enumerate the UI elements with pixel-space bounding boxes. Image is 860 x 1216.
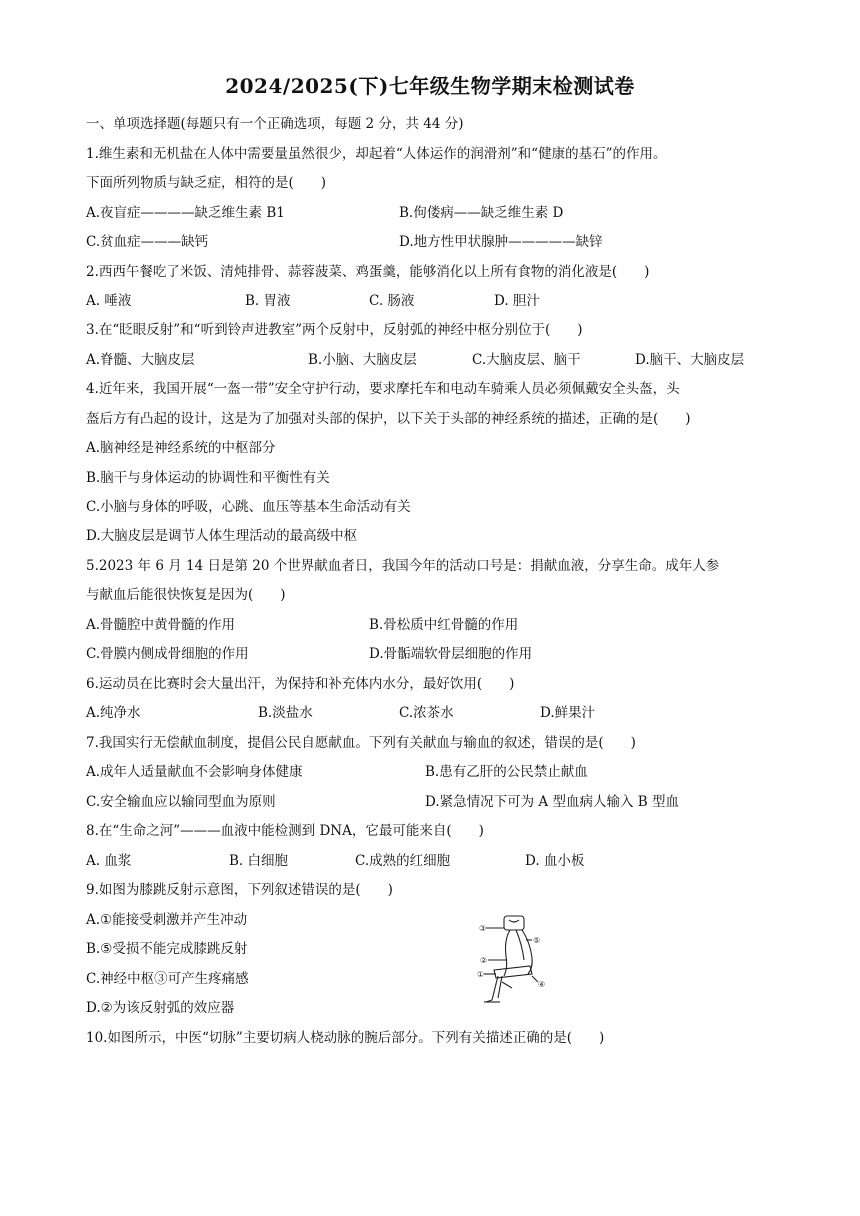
q9-option-c: C.神经中枢③可产生疼痛感 xyxy=(86,971,249,987)
q3-option-c: C.大脑皮层、脑干 xyxy=(472,352,581,368)
q8-stem: 8.在“生命之河”———血液中能检测到 DNA，它最可能来自( ) xyxy=(86,823,484,839)
q3-option-d: D.脑干、大脑皮层 xyxy=(635,352,745,368)
q1-stem-line1: 1.维生素和无机盐在人体中需要量虽然很少，却起着“人体运作的润滑剂”和“健康的基石”的作用。 xyxy=(86,146,667,162)
q10-stem: 10.如图所示，中医“切脉”主要切病人桡动脉的腕后部分。下列有关描述正确的是( ) xyxy=(86,1030,605,1046)
fig-label-4: ④ xyxy=(538,980,546,989)
reflex-hammer xyxy=(502,982,512,988)
q6-option-b: B.淡盐水 xyxy=(258,705,313,721)
q3-option-a: A.脊髓、大脑皮层 xyxy=(86,352,195,368)
q8-option-b: B. 白细胞 xyxy=(229,853,289,869)
q8-option-a: A. 血浆 xyxy=(86,853,132,869)
leg-shape xyxy=(486,976,502,1002)
q5-stem-line1: 5.2023 年 6 月 14 日是第 20 个世界献血者日，我国今年的活动口号是：捐献血液，分享生命。成年人参 xyxy=(86,558,720,574)
q6-option-d: D.鲜果汁 xyxy=(540,705,596,721)
q7-option-b: B.患有乙肝的公民禁止献血 xyxy=(425,764,588,780)
q3-option-b: B.小脑、大脑皮层 xyxy=(308,352,417,368)
q1-option-b: B.佝偻病——缺乏维生素 D xyxy=(399,205,564,221)
q2-stem: 2.西西午餐吃了米饭、清炖排骨、蒜蓉菠菜、鸡蛋羹，能够消化以上所有食物的消化液是( ) xyxy=(86,264,650,280)
q4-stem-line2: 盔后方有凸起的设计，这是为了加强对头部的保护，以下关于头部的神经系统的描述，正确的是( ) xyxy=(86,411,691,427)
thigh-shape xyxy=(494,966,532,978)
q2-option-d: D. 胆汁 xyxy=(494,293,540,309)
q1-option-d: D.地方性甲状腺肿—————缺锌 xyxy=(399,234,603,250)
q1-stem-line2: 下面所列物质与缺乏症，相符的是( ) xyxy=(86,175,327,191)
q7-option-d: D.紧急情况下可为 A 型血病人输入 B 型血 xyxy=(425,794,679,810)
q4-stem-line1: 4.近年来，我国开展“一盔一带”安全守护行动，要求摩托车和电动车骑乘人员必须佩戴安全头盔，头 xyxy=(86,381,680,397)
q4-option-c: C.小脑与身体的呼吸，心跳、血压等基本生命活动有关 xyxy=(86,499,411,515)
q9-option-d: D.②为该反射弧的效应器 xyxy=(86,1000,235,1016)
q8-option-d: D. 血小板 xyxy=(525,853,585,869)
q2-option-c: C. 肠液 xyxy=(369,293,415,309)
section-heading: 一、单项选择题(每题只有一个正确选项，每题 2 分，共 44 分) xyxy=(86,116,464,132)
q1-option-c: C.贫血症———缺钙 xyxy=(86,234,209,250)
q7-option-c: C.安全输血应以输同型血为原则 xyxy=(86,794,276,810)
q4-option-b: B.脑干与身体运动的协调性和平衡性有关 xyxy=(86,470,330,486)
q6-stem: 6.运动员在比赛时会大量出汗，为保持和补充体内水分，最好饮用( ) xyxy=(86,676,515,692)
fig-label-2: ② xyxy=(480,956,488,965)
nerve-path-inner xyxy=(516,930,524,960)
q8-option-c: C.成熟的红细胞 xyxy=(355,853,451,869)
q6-option-c: C.浓茶水 xyxy=(399,705,454,721)
q4-option-a: A.脑神经是神经系统的中枢部分 xyxy=(86,440,276,456)
q2-option-b: B. 胃液 xyxy=(245,293,291,309)
fig-label-1: ① xyxy=(477,970,485,979)
q4-option-d: D.大脑皮层是调节人体生理活动的最高级中枢 xyxy=(86,528,358,544)
q9-option-b: B.⑤受损不能完成膝跳反射 xyxy=(86,941,248,957)
q3-stem: 3.在“眨眼反射”和“听到铃声进教室”两个反射中，反射弧的神经中枢分别位于( ) xyxy=(86,322,583,338)
spinal-cord-shape xyxy=(504,916,524,930)
q9-option-a: A.①能接受刺激并产生冲动 xyxy=(86,912,248,928)
fig-label-3: ③ xyxy=(479,924,487,933)
q5-option-d: D.骨骺端软骨层细胞的作用 xyxy=(369,646,533,662)
q9-stem: 9.如图为膝跳反射示意图，下列叙述错误的是( ) xyxy=(86,882,393,898)
gray-matter-shape xyxy=(509,920,519,922)
page-title: 2024/2025(下)七年级生物学期末检测试卷 xyxy=(225,74,635,98)
q5-stem-line2: 与献血后能很快恢复是因为( ) xyxy=(86,587,286,603)
q2-option-a: A. 唾液 xyxy=(86,293,132,309)
knee-jerk-reflex-figure xyxy=(476,910,556,1008)
q7-stem: 7.我国实行无偿献血制度，提倡公民自愿献血。下列有关献血与输血的叙述，错误的是( ) xyxy=(86,735,636,751)
q1-option-a: A.夜盲症————缺乏维生素 B1 xyxy=(86,205,285,221)
q5-option-a: A.骨髓腔中黄骨髓的作用 xyxy=(86,617,236,633)
q7-option-a: A.成年人适量献血不会影响身体健康 xyxy=(86,764,303,780)
q6-option-a: A.纯净水 xyxy=(86,705,141,721)
q5-option-b: B.骨松质中红骨髓的作用 xyxy=(369,617,519,633)
fig-label-5: ⑤ xyxy=(533,936,541,945)
q5-option-c: C.骨膜内侧成骨细胞的作用 xyxy=(86,646,249,662)
